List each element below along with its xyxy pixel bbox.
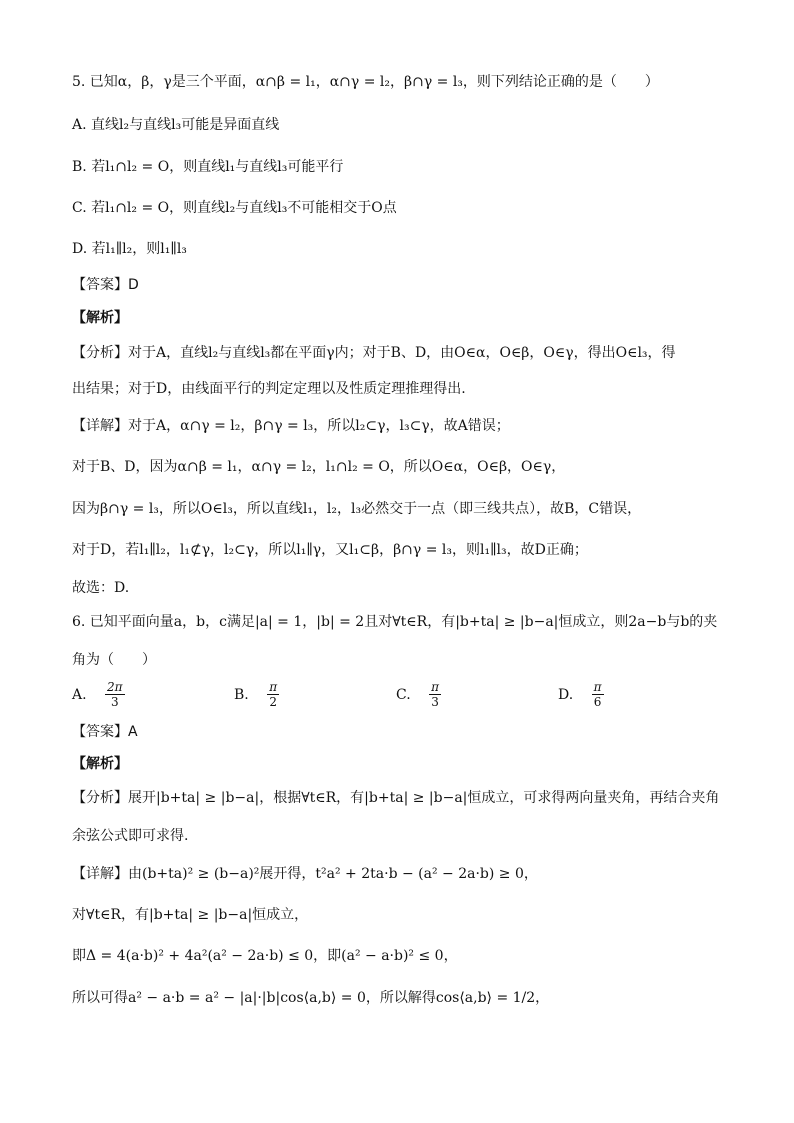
q5-fenxi-line2: 出结果；对于D，由线面平行的判定定理以及性质定理推理得出. bbox=[72, 381, 466, 397]
q6-option-c-denominator: 3 bbox=[431, 695, 439, 709]
q6-analysis-heading: 【解析】 bbox=[72, 756, 128, 772]
q6-option-c-numerator: π bbox=[431, 680, 440, 694]
q5-detail-line3: 因为β∩γ = l₃，所以O∈l₃，所以直线l₁，l₂，l₃必然交于一点（即三线共点），故B，C错误， bbox=[72, 501, 642, 517]
q5-detail-line2: 对于B、D，因为α∩β = l₁，α∩γ = l₂，l₁∩l₂ = O，所以O∈α，O∈β，O∈γ， bbox=[72, 459, 566, 475]
q6-option-b-numerator: π bbox=[269, 680, 278, 694]
q5-analysis-heading: 【解析】 bbox=[72, 310, 128, 326]
q5-option-b: B. 若l₁∩l₂ = O，则直线l₁与直线l₃可能平行 bbox=[72, 159, 344, 175]
q6-option-a-label: A. bbox=[72, 686, 87, 703]
q5-detail-line1: 【详解】对于A，α∩γ = l₂，β∩γ = l₃，所以l₂⊂γ，l₃⊂γ，故A错误； bbox=[72, 418, 510, 434]
q6-option-a bbox=[72, 680, 125, 709]
q6-detail-line1: 【详解】由(b+ta)² ≥ (b−a)²展开得，t²a² + 2ta·b − (a² − 2a·b) ≥ 0， bbox=[72, 866, 538, 882]
q5-option-c: C. 若l₁∩l₂ = O，则直线l₂与直线l₃不可能相交于O点 bbox=[72, 200, 397, 216]
q6-option-b bbox=[234, 680, 279, 709]
q6-detail-line2: 对∀t∈R，有|b+ta| ≥ |b−a|恒成立， bbox=[72, 907, 309, 923]
q5-fenxi-line1: 【分析】对于A，直线l₂与直线l₃都在平面γ内；对于B、D，由O∈α，O∈β，O∈γ，得出O∈l₃，得 bbox=[72, 345, 676, 361]
q6-option-c bbox=[396, 680, 441, 709]
q6-stem-line2: 角为（ ） bbox=[72, 652, 156, 668]
q5-answer: 【答案】D bbox=[72, 277, 139, 293]
q6-answer: 【答案】A bbox=[72, 724, 138, 740]
q6-option-c-label: C. bbox=[396, 686, 411, 703]
q5-detail-line4: 对于D，若l₁∥l₂，l₁⊄γ，l₂⊂γ，所以l₁∥γ，又l₁⊂β，β∩γ = l₃，则l₁∥l₃，故D正确； bbox=[72, 542, 588, 558]
q6-option-d-denominator: 6 bbox=[593, 695, 602, 709]
q6-option-d-label: D. bbox=[558, 686, 574, 703]
q6-option-d-fraction bbox=[592, 680, 604, 709]
q5-stem: 5. 已知α，β，γ是三个平面，α∩β = l₁，α∩γ = l₂，β∩γ = l₃，则下列结论正确的是（ ） bbox=[72, 74, 659, 90]
q5-option-a: A. 直线l₂与直线l₃可能是异面直线 bbox=[72, 117, 280, 133]
q5-option-d: D. 若l₁∥l₂，则l₁∥l₃ bbox=[72, 241, 187, 257]
q6-fenxi-line2: 余弦公式即可求得. bbox=[72, 828, 189, 844]
q6-option-a-numerator: 2π bbox=[107, 680, 123, 694]
q6-fenxi-line1: 【分析】展开|b+ta| ≥ |b−a|，根据∀t∈R，有|b+ta| ≥ |b−a|恒成立，可求得两向量夹角，再结合夹角 bbox=[72, 790, 720, 806]
q6-option-b-label: B. bbox=[234, 686, 249, 703]
q6-option-a-denominator: 3 bbox=[110, 695, 119, 709]
q6-option-b-denominator: 2 bbox=[269, 695, 277, 709]
q6-stem-line1: 6. 已知平面向量a，b，c满足|a| = 1，|b| = 2且对∀t∈R，有|b+ta| ≥ |b−a|恒成立，则2a−b与b的夹 bbox=[72, 614, 718, 630]
q6-option-b-fraction bbox=[267, 680, 279, 709]
q6-option-a-fraction bbox=[105, 680, 125, 709]
q6-detail-line4: 所以可得a² − a·b = a² − |a|·|b|cos⟨a,b⟩ = 0，所以解得cos⟨a,b⟩ = 1/2， bbox=[72, 990, 550, 1006]
q6-option-c-fraction bbox=[429, 680, 441, 709]
q6-detail-line3: 即Δ = 4(a·b)² + 4a²(a² − 2a·b) ≤ 0，即(a² − a·b)² ≤ 0， bbox=[72, 948, 458, 964]
q6-option-d-numerator: π bbox=[593, 680, 602, 694]
q5-conclusion: 故选：D. bbox=[72, 580, 130, 596]
q6-option-d bbox=[558, 680, 604, 709]
